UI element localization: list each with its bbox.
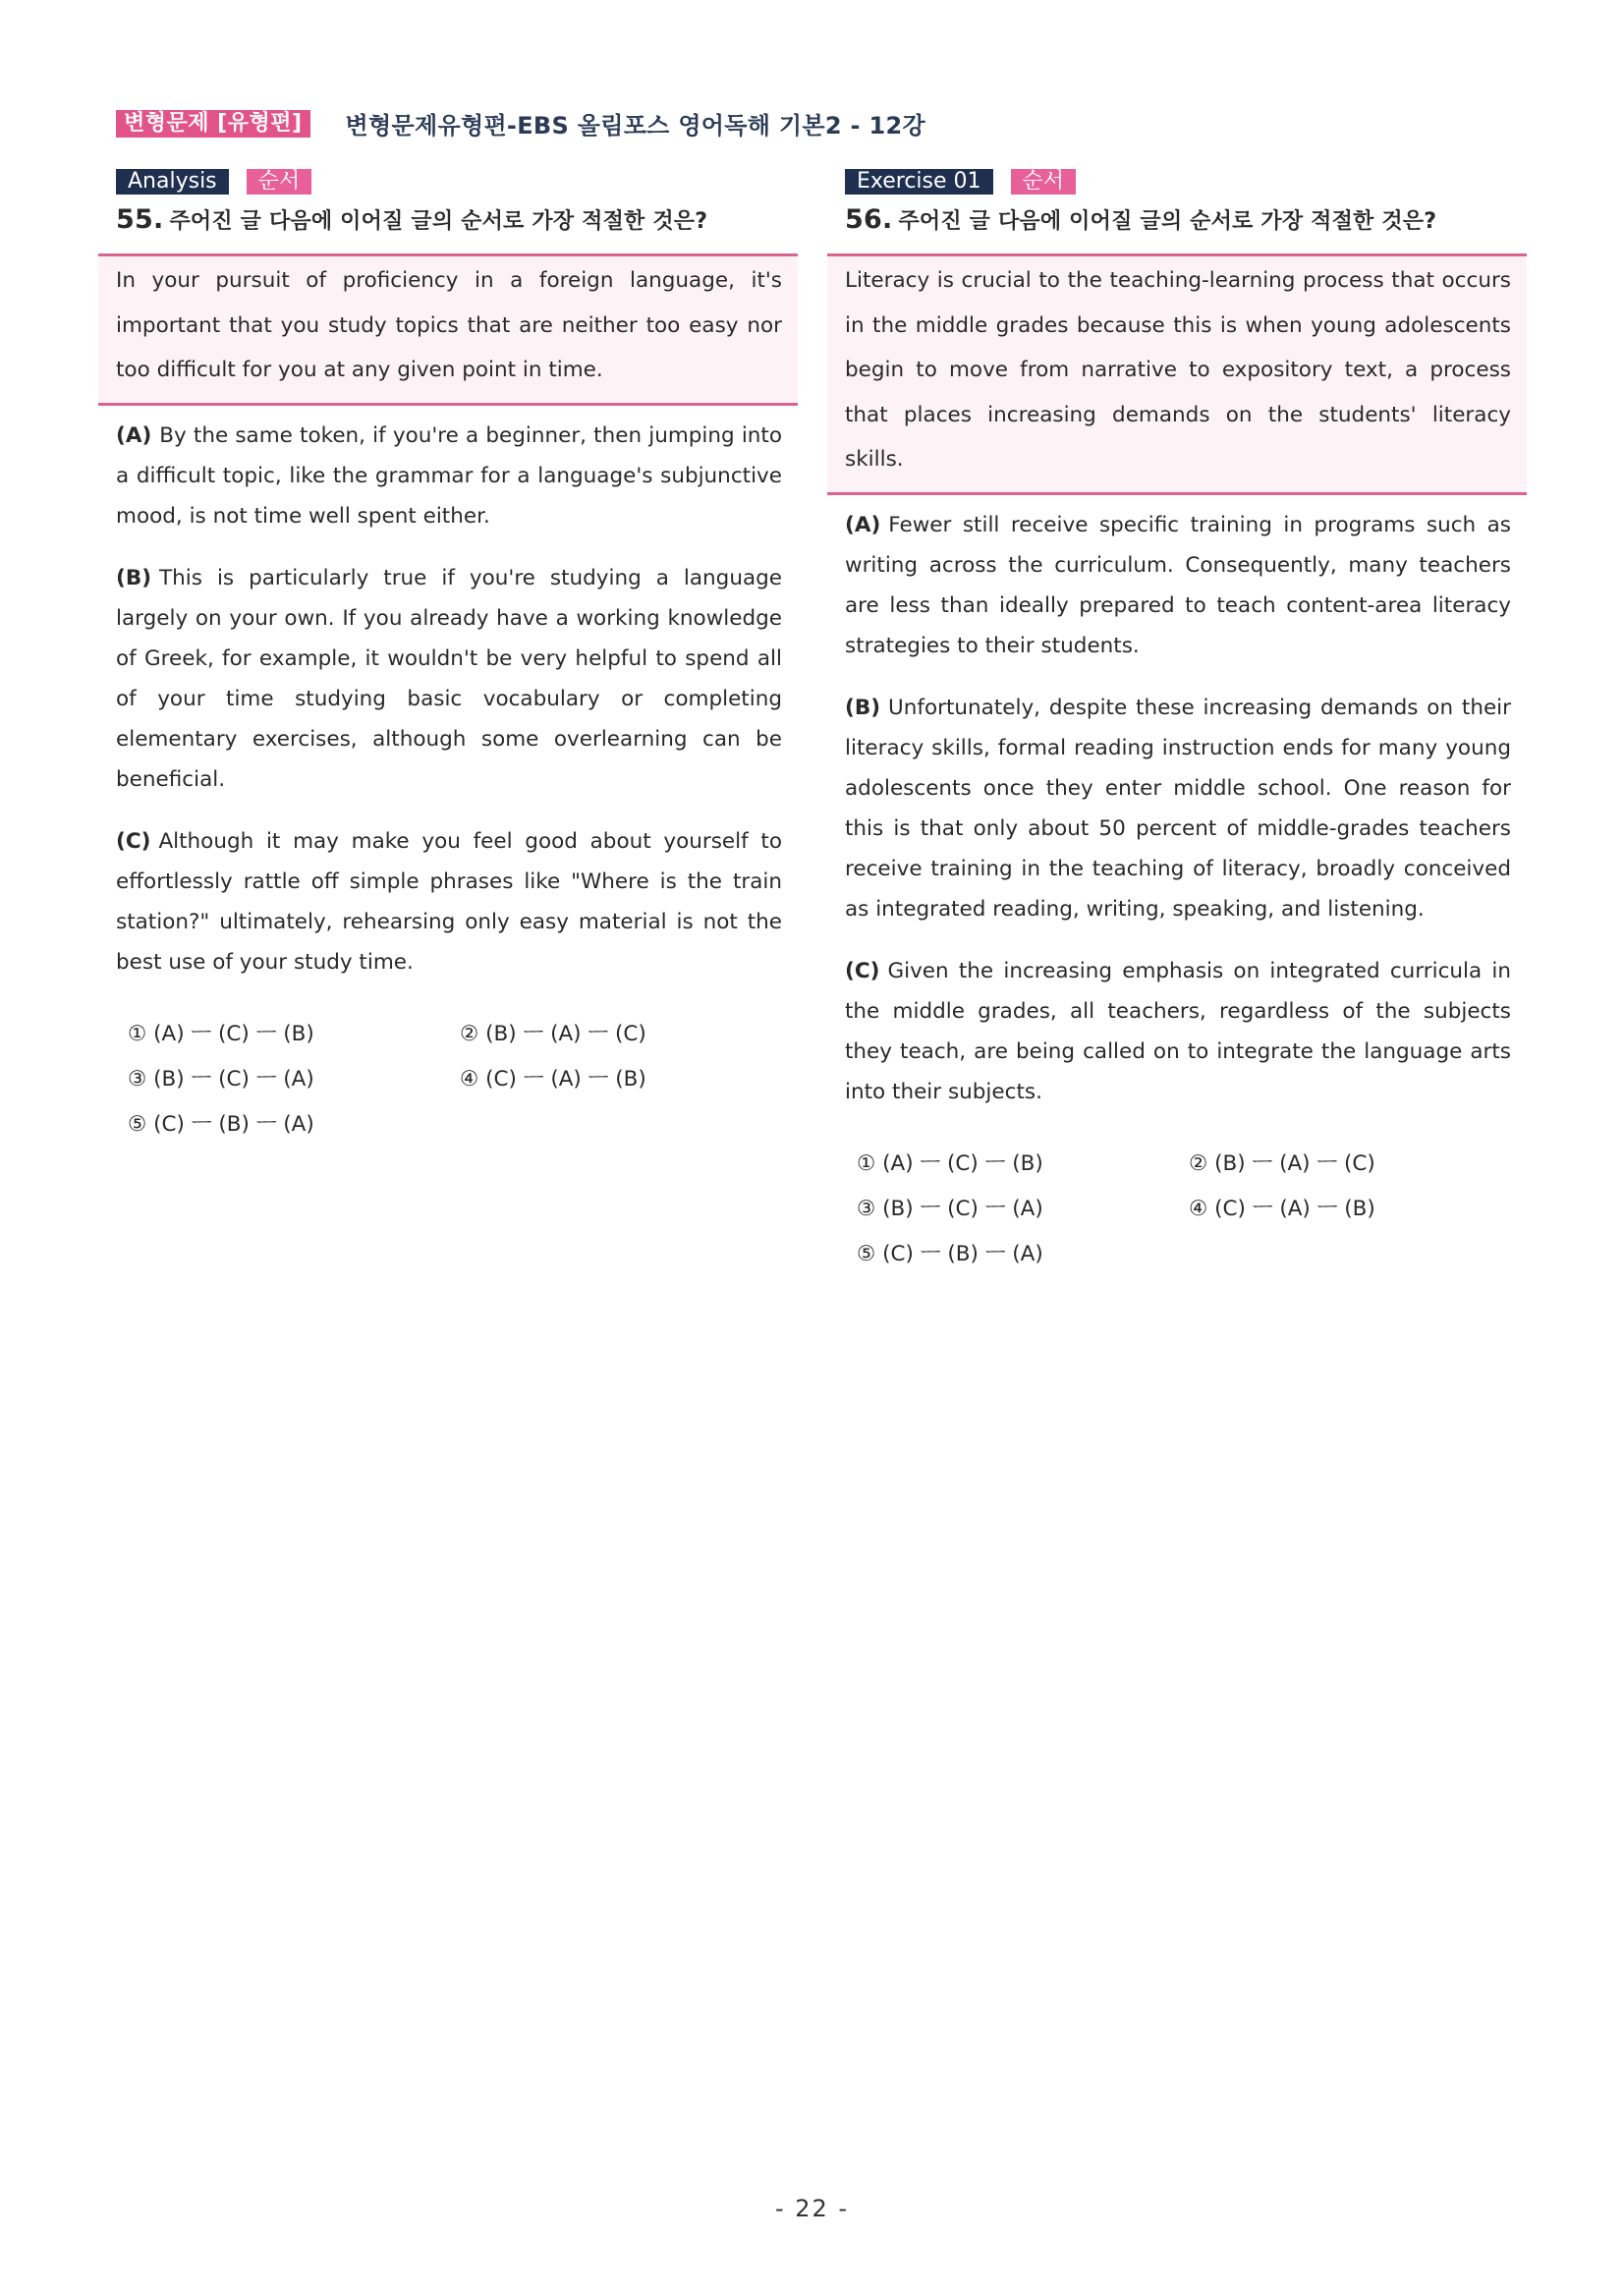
choice-1[interactable]: ① (A) ㅡ (C) ㅡ (B) <box>857 1150 1043 1176</box>
paragraph-c <box>116 821 782 982</box>
question-number: 56. <box>845 204 893 235</box>
type-tag: 순서 <box>1011 169 1077 195</box>
choice-5[interactable]: ⑤ (C) ㅡ (B) ㅡ (A) <box>857 1241 1043 1266</box>
analysis-tag: Analysis <box>116 169 229 195</box>
exercise-tag: Exercise 01 <box>845 169 993 195</box>
question-56 <box>827 169 1527 1273</box>
paragraph-label: (A) <box>116 422 152 448</box>
given-passage: In your pursuit of proficiency in a foreign language, it's important that you study topics that are neither too easy nor too difficult for you at any given point in time. <box>98 253 798 406</box>
question-title <box>116 202 798 238</box>
paragraph-text: Although it may make you feel good about yourself to effortlessly rattle off simple phrases like "Where is the train station?" ultimately, rehearsing only easy material is not the best use of your study time. <box>116 828 782 975</box>
question-text: 주어진 글 다음에 이어질 글의 순서로 가장 적절한 것은? <box>169 209 708 234</box>
question-number: 55. <box>116 204 164 235</box>
paragraph-text: This is particularly true if you're studying a language largely on your own. If you already have a working knowledge of Greek, for example, it wouldn't be very helpful to spend all of your time studying basic vocabulary or completing elementary exercises, although some overlearning can be beneficial. <box>116 565 782 792</box>
question-title <box>845 202 1527 238</box>
choice-4[interactable]: ④ (C) ㅡ (A) ㅡ (B) <box>1189 1196 1375 1221</box>
paragraph-b <box>116 558 782 800</box>
paragraph-label: (C) <box>845 958 880 983</box>
choice-3[interactable]: ③ (B) ㅡ (C) ㅡ (A) <box>128 1066 314 1092</box>
answer-choices <box>98 1016 798 1144</box>
question-text: 주어진 글 다음에 이어질 글의 순서로 가장 적절한 것은? <box>898 209 1437 234</box>
paragraph-label: (C) <box>116 828 151 854</box>
question-tags <box>116 169 798 195</box>
question-tags <box>845 169 1527 195</box>
choice-2[interactable]: ② (B) ㅡ (A) ㅡ (C) <box>460 1021 646 1046</box>
paragraph-text: By the same token, if you're a beginner, then jumping into a difficult topic, like the grammar for a language's subjunctive mood, is not time well spent either. <box>116 422 782 529</box>
choice-5[interactable]: ⑤ (C) ㅡ (B) ㅡ (A) <box>128 1111 314 1137</box>
paragraph-c <box>845 951 1511 1112</box>
choice-3[interactable]: ③ (B) ㅡ (C) ㅡ (A) <box>857 1196 1043 1221</box>
paragraph-a <box>116 416 782 536</box>
page-number: - 22 - <box>774 2195 850 2222</box>
paragraph-text: Unfortunately, despite these increasing demands on their literacy skills, formal reading instruction ends for many young adolescents once they enter middle school. One reason for this is that only about 50 percent of middle-grades teachers receive training in the teaching of literacy, broadly conceived as integrated reading, writing, speaking, and listening. <box>845 695 1511 922</box>
paragraph-text: Given the increasing emphasis on integrated curricula in the middle grades, all teachers, regardless of the subjects they teach, are being called on to integrate the language arts into their subjects. <box>845 958 1511 1104</box>
choice-2[interactable]: ② (B) ㅡ (A) ㅡ (C) <box>1189 1150 1375 1176</box>
paragraph-list <box>827 505 1527 1112</box>
paragraph-label: (A) <box>845 512 881 537</box>
given-passage: Literacy is crucial to the teaching-learning process that occurs in the middle grades because this is when young adolescents begin to move from narrative to expository text, a process that places increasing demands on the students' literacy skills. <box>827 253 1527 495</box>
paragraph-a <box>845 505 1511 666</box>
choice-1[interactable]: ① (A) ㅡ (C) ㅡ (B) <box>128 1021 314 1046</box>
paragraph-text: Fewer still receive specific training in programs such as writing across the curriculum. Consequently, many teachers are less than ideally prepared to teach content-area literacy strategies to their students. <box>845 512 1511 658</box>
answer-choices <box>827 1146 1527 1273</box>
page-header <box>116 106 925 140</box>
paragraph-label: (B) <box>845 695 881 720</box>
document-title: 변형문제유형편-EBS 올림포스 영어독해 기본2 - 12강 <box>345 112 925 140</box>
paragraph-list <box>98 416 798 982</box>
paragraph-b <box>845 688 1511 929</box>
choice-4[interactable]: ④ (C) ㅡ (A) ㅡ (B) <box>460 1066 646 1092</box>
paragraph-label: (B) <box>116 565 152 590</box>
section-tag: 변형문제 [유형편] <box>116 110 310 138</box>
question-55 <box>98 169 798 1144</box>
type-tag: 순서 <box>247 169 312 195</box>
